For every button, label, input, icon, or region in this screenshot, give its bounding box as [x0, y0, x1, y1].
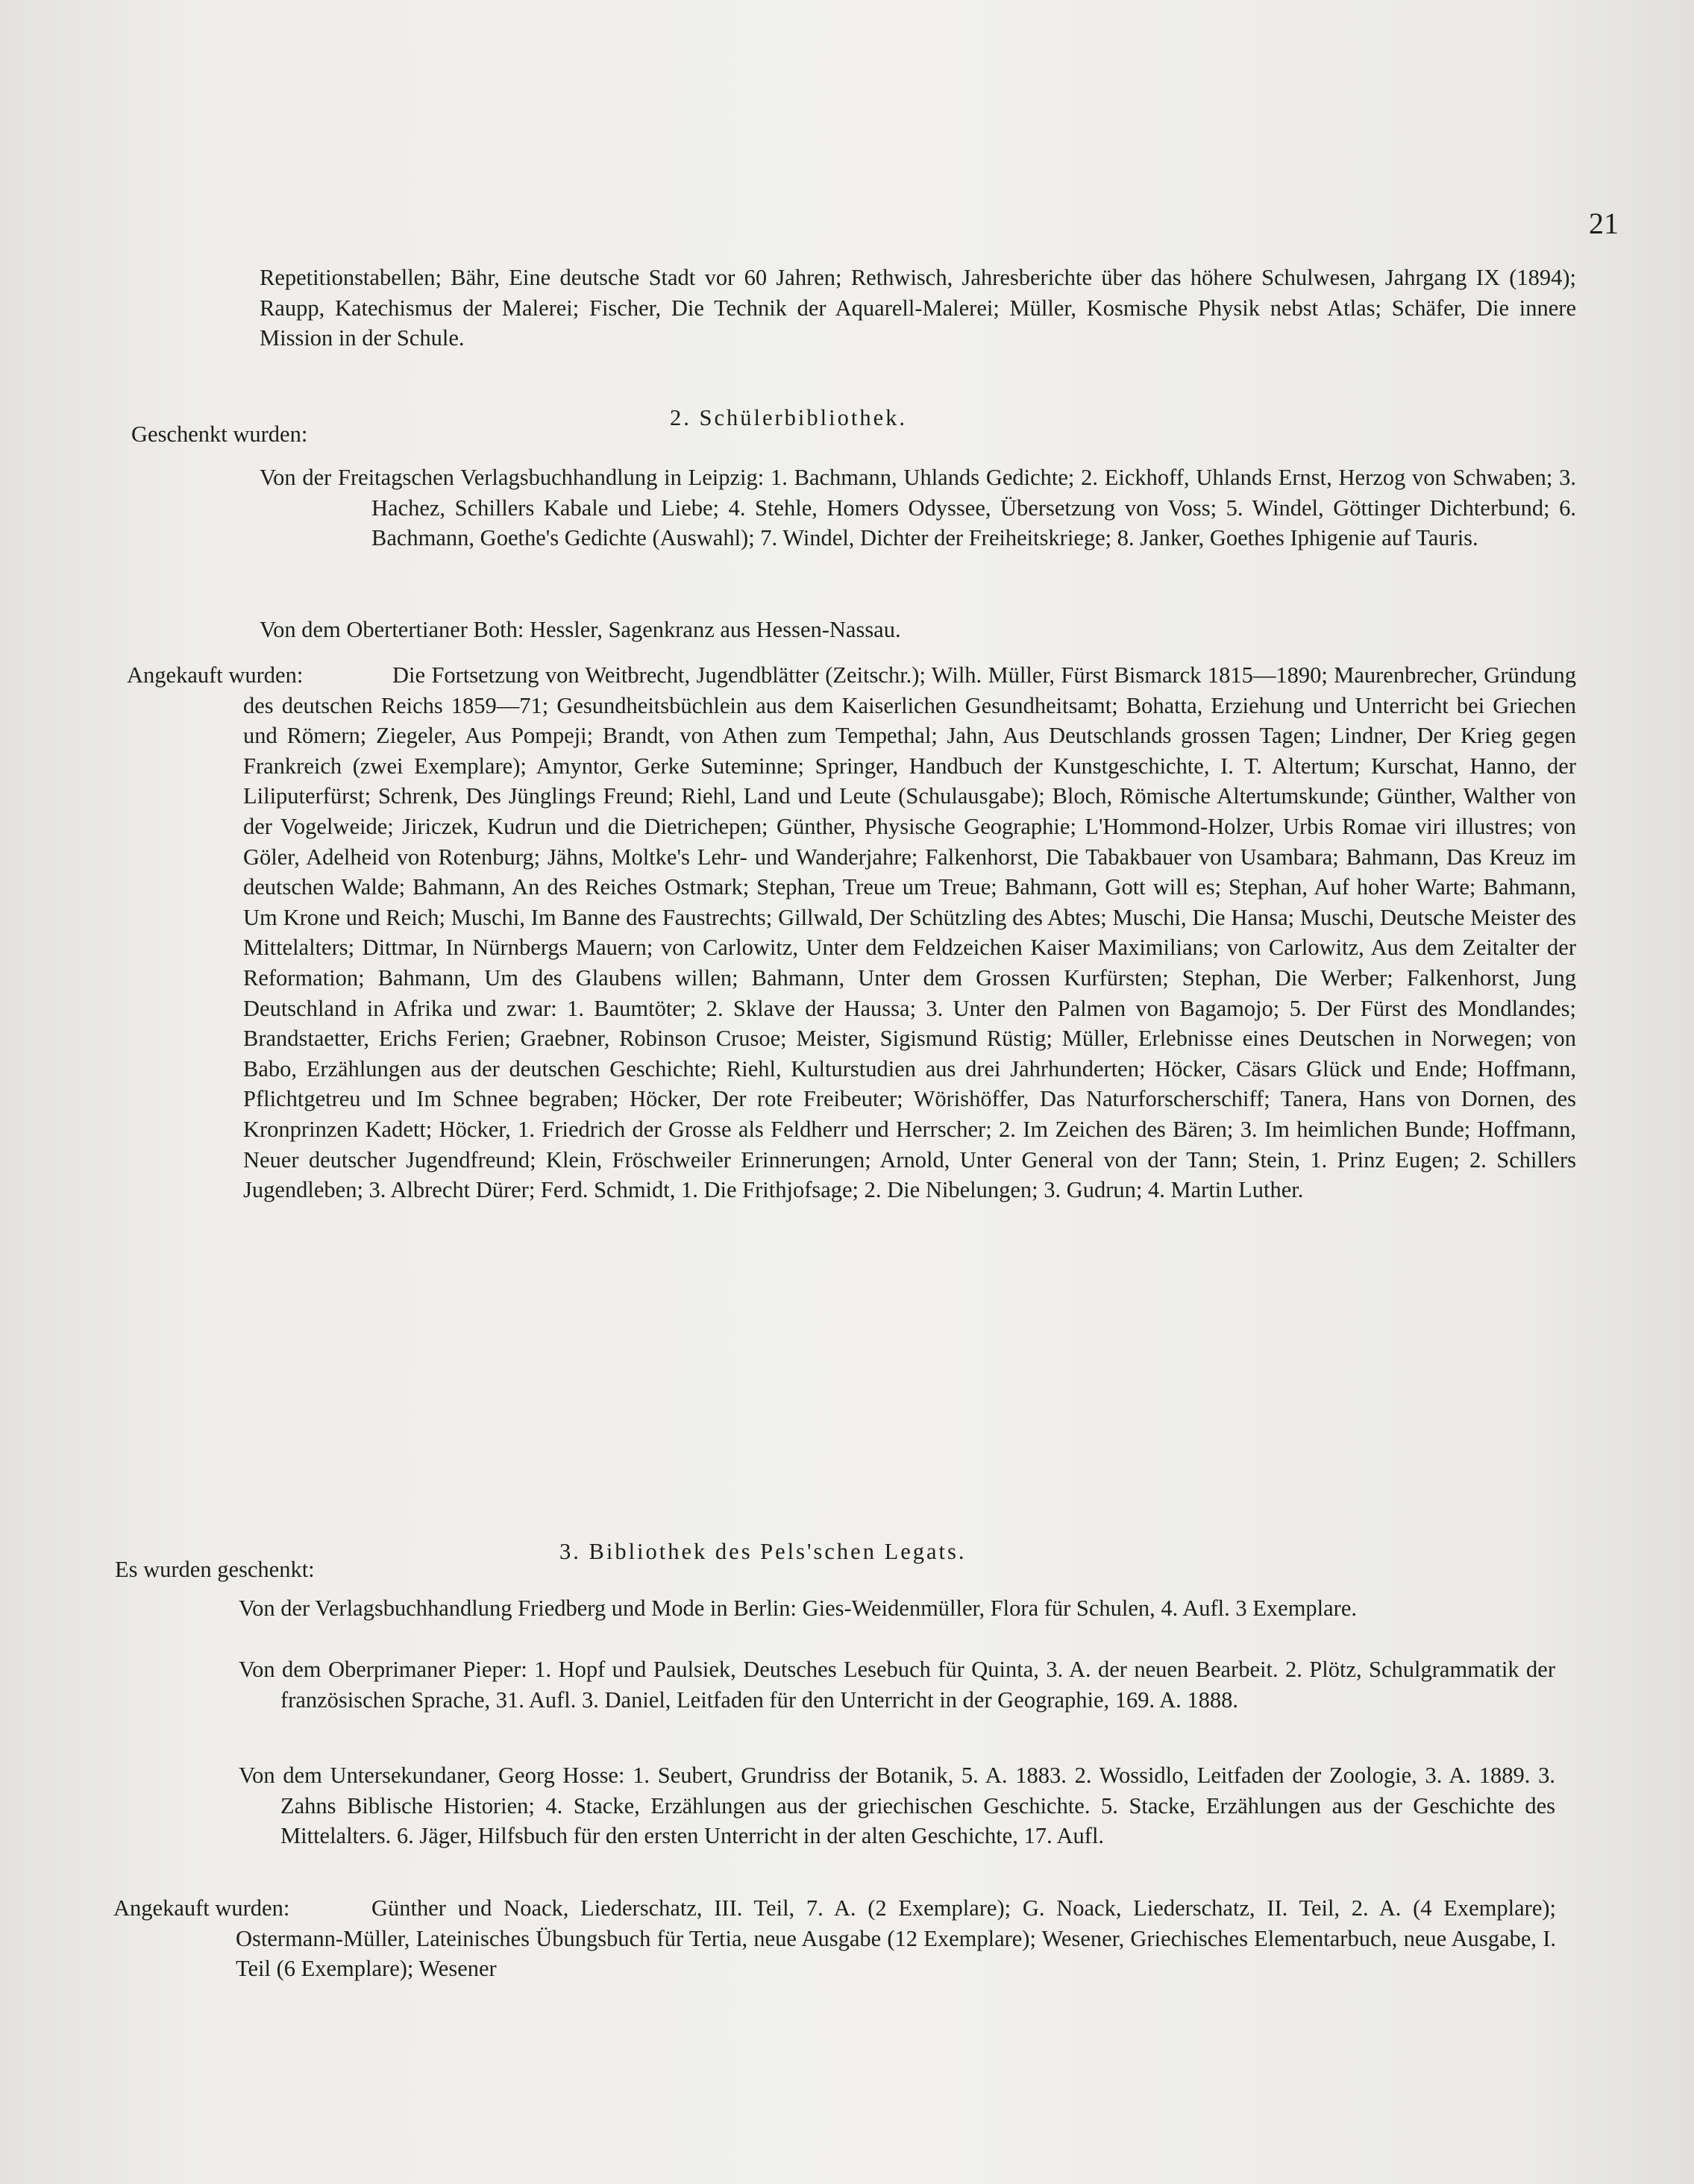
pieper-entry: Von dem Oberprimaner Pieper: 1. Hopf und Paulsiek, Deutsches Lesebuch für Quinta, 3. A. der neuen Bearbeit. 2. Plötz, Schulgrammatik der französischen Sprache, 31. Aufl. 3. Daniel, Leitfaden für den Unterricht in der Geographie, 169. A. 1888. [239, 1657, 1555, 1713]
friedberg-entry: Von der Verlagsbuchhandlung Friedberg und Mode in Berlin: Gies-Weidenmüller, Flora für Schulen, 4. Aufl. 3 Exemplare. [239, 1595, 1357, 1621]
section-3-angekauft-list: Günther und Noack, Liederschatz, III. Teil, 7. A. (2 Exemplare); G. Noack, Liederschatz, II. Teil, 2. A. (4 Exemplare); Ostermann-Müller, Lateinisches Übungsbuch für Tertia, neue Ausgabe (12 Exemplare); Wesener, Griechisches Elementarbuch, neue Ausgabe, I. Teil (6 Exemplare); Wesener [236, 1895, 1556, 1982]
section-2-geschenkt-label: Geschenkt wurden: [131, 421, 308, 447]
section-2-angekauft-label: Angekauft wurden: [127, 662, 304, 688]
section-3-angekauft-label: Angekauft wurden: [113, 1895, 290, 1921]
both-entry: Von dem Obertertianer Both: Hessler, Sagenkranz aus Hessen-Nassau. [260, 617, 901, 642]
section-2-angekauft-list: Die Fortsetzung von Weitbrecht, Jugendblätter (Zeitschr.); Wilh. Müller, Fürst Bismarck 1815—1890; Maurenbrecher, Gründung des deutschen Reichs 1859—71; Gesundheitsbüchlein aus dem Kaiserlichen Gesundheitsamt; Bohatta, Erziehung und Unterricht bei Griechen und Römern; Ziegeler, Aus Pompeji; Brandt, von Athen zum Tempethal; Jahn, Aus Deutschlands grossen Tagen; Lindner, Der Krieg gegen Frankreich (zwei Exemplare); Amyntor, Gerke Suteminne; Springer, Handbuch der Kunstgeschichte, I. T. Altertum; Kurschat, Hanno, der Liliputerfürst; Schrenk, Des Jünglings Freund; Riehl, Land und Leute (Schulausgabe); Bloch, Römische Altertumskunde; Günther, Walther von der Vogelweide; Jiriczek, Kudrun und die Dietrichepen; Günther, Physische Geographie; L'Hommond-Holzer, Urbis Romae viri illustres; von Göler, Adelheid von Rotenburg; Jähns, Moltke's Lehr- und Wanderjahre; Falkenhorst, Die Tabakbauer von Usambara; Bahmann, Das Kreuz im deutschen Walde; Bahmann, An des Reiches Ostmark; Stephan, Treue um Treue; Bahmann, Gott will es; Stephan, Auf hoher Warte; Bahmann, Um Krone und Reich; Muschi, Im Banne des Faustrechts; Gillwald, Der Schützling des Abtes; Muschi, Die Hansa; Muschi, Deutsche Meister des Mittelalters; Dittmar, In Nürnbergs Mauern; von Carlowitz, Unter dem Feldzeichen Kaiser Maximilians; von Carlowitz, Aus dem Zeitalter der Reformation; Bahmann, Um des Glaubens willen; Bahmann, Unter dem Grossen Kurfürsten; Stephan, Die Werber; Falkenhorst, Jung Deutschland in Afrika und zwar: 1. Baumtöter; 2. Sklave der Haussa; 3. Unter den Palmen von Bagamojo; 5. Der Fürst des Mondlandes; Brandstaetter, Erichs Ferien; Graebner, Robinson Crusoe; Meister, Sigismund Rüstig; Müller, Erlebnisse eines Deutschen in Norwegen; von Babo, Erzählungen aus der deutschen Geschichte; Riehl, Kulturstudien aus drei Jahrhunderten; Höcker, Cäsars Glück und Ende; Hoffmann, Pflichtgetreu und Im Schnee begraben; Höcker, Der rote Freibeuter; Wörishöffer, Das Naturforscherschiff; Tanera, Hans von Dornen, des Kronprinzen Kadett; Höcker, 1. Friedrich der Grosse als Feldherr und Herrscher; 2. Im Zeichen des Bären; 3. Im heimlichen Bunde; Hoffmann, Neuer deutscher Jugendfreund; Klein, Fröschweiler Erinnerungen; Arnold, Unter General von der Tann; Stein, 1. Prinz Eugen; 2. Schillers Jugendleben; 3. Albrecht Dürer; Ferd. Schmidt, 1. Die Frithjofsage; 2. Die Nibelungen; 3. Gudrun; 4. Martin Luther. [243, 662, 1576, 1203]
page-number: 21 [1589, 207, 1619, 240]
section-3-heading: 3. Bibliothek des Pels'schen Legats. [559, 1539, 967, 1564]
section-3-geschenkt-label: Es wurden geschenkt: [115, 1557, 315, 1582]
section-2-heading: 2. Schülerbibliothek. [670, 405, 907, 430]
intro-paragraph: Repetitionstabellen; Bähr, Eine deutsche Stadt vor 60 Jahren; Rethwisch, Jahresberichte über das höhere Schulwesen, Jahrgang IX (1894); Raupp, Katechismus der Malerei; Fischer, Die Technik der Aquarell-Malerei; Müller, Kosmische Physik nebst Atlas; Schäfer, Die innere Mission in der Schule. [260, 265, 1576, 351]
hosse-entry: Von dem Untersekundaner, Georg Hosse: 1. Seubert, Grundriss der Botanik, 5. A. 1883. 2. Wossidlo, Leitfaden der Zoologie, 3. A. 1889. 3. Zahns Biblische Historien; 4. Stacke, Erzählungen aus der griechischen Geschichte. 5. Stacke, Erzählungen aus der Geschichte des Mittelalters. 6. Jäger, Hilfsbuch für den ersten Unterricht in der alten Geschichte, 17. Aufl. [239, 1763, 1555, 1849]
freitag-entry: Von der Freitagschen Verlagsbuchhandlung in Leipzig: 1. Bachmann, Uhlands Gedichte; 2. Eickhoff, Uhlands Ernst, Herzog von Schwaben; 3. Hachez, Schillers Kabale und Liebe; 4. Stehle, Homers Odyssee, Übersetzung von Voss; 5. Windel, Göttinger Dichterbund; 6. Bachmann, Goethe's Gedichte (Auswahl); 7. Windel, Dichter der Freiheitskriege; 8. Janker, Goethes Iphigenie auf Tauris. [260, 465, 1576, 551]
